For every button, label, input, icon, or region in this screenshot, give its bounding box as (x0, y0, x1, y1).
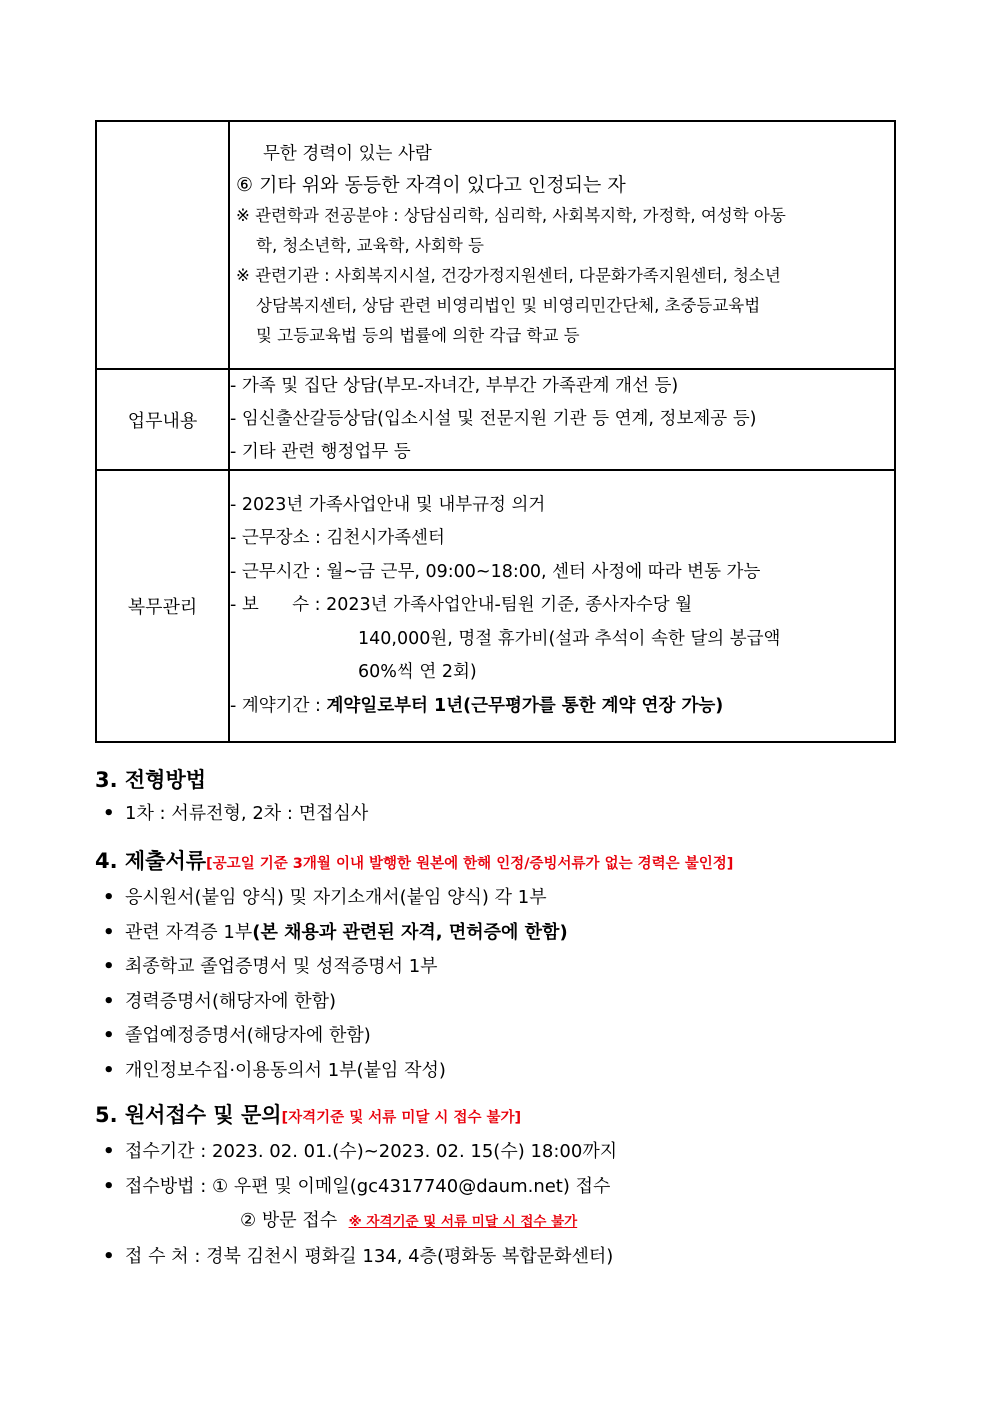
section-title-row (95, 844, 915, 881)
note-line: 학, 청소년학, 교육학, 사회학 등 (256, 236, 484, 255)
section-title: 5. 원서접수 및 문의 (95, 1103, 282, 1127)
work-row (96, 369, 895, 470)
list-item (95, 985, 915, 1020)
bullet-icon: • (103, 1141, 115, 1162)
list-item-text: 관련 자격증 1부 (125, 921, 253, 943)
method-note: ※ 자격기준 및 서류 미달 시 접수 불가 (348, 1214, 578, 1230)
bullet-icon: • (103, 956, 115, 977)
qualification-line: 무한 경력이 있는 사람 (263, 144, 432, 164)
list-item-text: 개인정보수집·이용동의서 1부(붙임 작성) (125, 1059, 446, 1081)
service-line: - 2023년 가족사업안내 및 내부규정 의거 (230, 494, 546, 515)
qualification-label-cell (96, 121, 229, 369)
service-line: - 보 수 : 2023년 가족사업안내-팀원 기준, 종사자수당 월 (230, 595, 693, 616)
section-title-row (95, 1098, 915, 1135)
note-line: ※ 관련기관 : 사회복지시설, 건강가정지원센터, 다문화가족지원센터, 청소년 (236, 266, 781, 285)
job-info-table (95, 120, 896, 743)
bullet-icon: • (103, 1245, 115, 1267)
bullet-icon: • (103, 990, 115, 1012)
section-selection (95, 763, 915, 832)
bullet-icon: • (103, 921, 115, 943)
service-content-cell (229, 470, 895, 742)
section-application (95, 1098, 915, 1274)
list-item (95, 881, 915, 916)
service-line: - 근무시간 : 월~금 근무, 09:00~18:00, 센터 사정에 따라 변동 가능 (230, 561, 761, 582)
qualification-line: ⑥ 기타 위와 동등한 자격이 있다고 인정되는 자 (236, 174, 626, 196)
list-item-text: 접수기간 : 2023. 02. 01.(수)~2023. 02. 15(수) 18:00까지 (125, 1141, 618, 1162)
section-note: [자격기준 및 서류 미달 시 접수 불가] (281, 1110, 522, 1126)
section-title: 3. 전형방법 (95, 768, 207, 792)
list-item (95, 1135, 915, 1170)
work-content-cell (229, 369, 895, 470)
bullet-icon: • (103, 1175, 115, 1197)
contract-label: - 계약기간 : (230, 695, 327, 716)
list-item-text: 응시원서(붙임 양식) 및 자기소개서(붙임 양식) 각 1부 (125, 887, 547, 908)
note-line: ※ 관련학과 전공분야 : 상담심리학, 심리학, 사회복지학, 가정학, 여성학 아동 (236, 206, 786, 225)
bullet-icon: • (103, 1025, 115, 1046)
list-item (95, 1170, 915, 1205)
note-line: 및 고등교육법 등의 법률에 의한 각급 학교 등 (256, 326, 580, 345)
section-title: 4. 제출서류 (95, 849, 207, 873)
list-item (95, 916, 915, 951)
list-item-emphasis: (본 채용과 관련된 자격, 면허증에 한함) (252, 921, 568, 943)
list-item (95, 950, 915, 985)
list-item-text: 접 수 처 : 경북 김천시 평화길 134, 4층(평화동 복합문화센터) (125, 1245, 614, 1267)
list-item (95, 1019, 915, 1054)
bullet-icon: • (103, 803, 115, 824)
work-item: - 가족 및 집단 상담(부모-자녀간, 부부간 가족관계 개선 등) (230, 376, 679, 396)
service-line: - 근무장소 : 김천시가족센터 (230, 528, 445, 549)
work-label: 업무내용 (96, 369, 229, 470)
work-item: - 임신출산갈등상담(입소시설 및 전문지원 기관 등 연계, 정보제공 등) (230, 409, 757, 429)
qualification-row (96, 121, 895, 369)
list-item-text: 졸업예정증명서(해당자에 한함) (125, 1025, 371, 1046)
section-documents (95, 844, 915, 1088)
list-item-text: 최종학교 졸업증명서 및 성적증명서 1부 (125, 956, 438, 977)
list-item (95, 797, 915, 832)
qualification-content-cell (229, 121, 895, 369)
note-line: 상담복지센터, 상담 관련 비영리법인 및 비영리민간단체, 초중등교육법 (256, 296, 761, 315)
bullet-icon: • (103, 887, 115, 908)
list-item-text: 접수방법 : ① 우편 및 이메일(gc4317740@daum.net) 접수 (125, 1175, 611, 1197)
list-item-text: 1차 : 서류전형, 2차 : 면접심사 (125, 803, 369, 824)
section-note: [공고일 기준 3개월 이내 발행한 원본에 한해 인정/증빙서류가 없는 경력은 불인정] (206, 856, 734, 872)
list-item (95, 1054, 915, 1089)
service-label: 복무관리 (96, 470, 229, 742)
list-item-continuation (95, 1204, 915, 1240)
list-item-text: ② 방문 접수 (240, 1210, 338, 1231)
list-item-text: 경력증명서(해당자에 한함) (125, 990, 337, 1012)
service-line: 60%씩 연 2회) (358, 662, 477, 683)
contract-value: 계약일로부터 1년(근무평가를 통한 계약 연장 가능) (326, 695, 724, 716)
service-line: 140,000원, 명절 휴가비(설과 추석이 속한 달의 봉급액 (358, 628, 781, 649)
bullet-icon: • (103, 1059, 115, 1081)
service-row (96, 470, 895, 742)
service-line (230, 690, 894, 724)
work-item: - 기타 관련 행정업무 등 (230, 442, 411, 462)
list-item (95, 1240, 915, 1275)
